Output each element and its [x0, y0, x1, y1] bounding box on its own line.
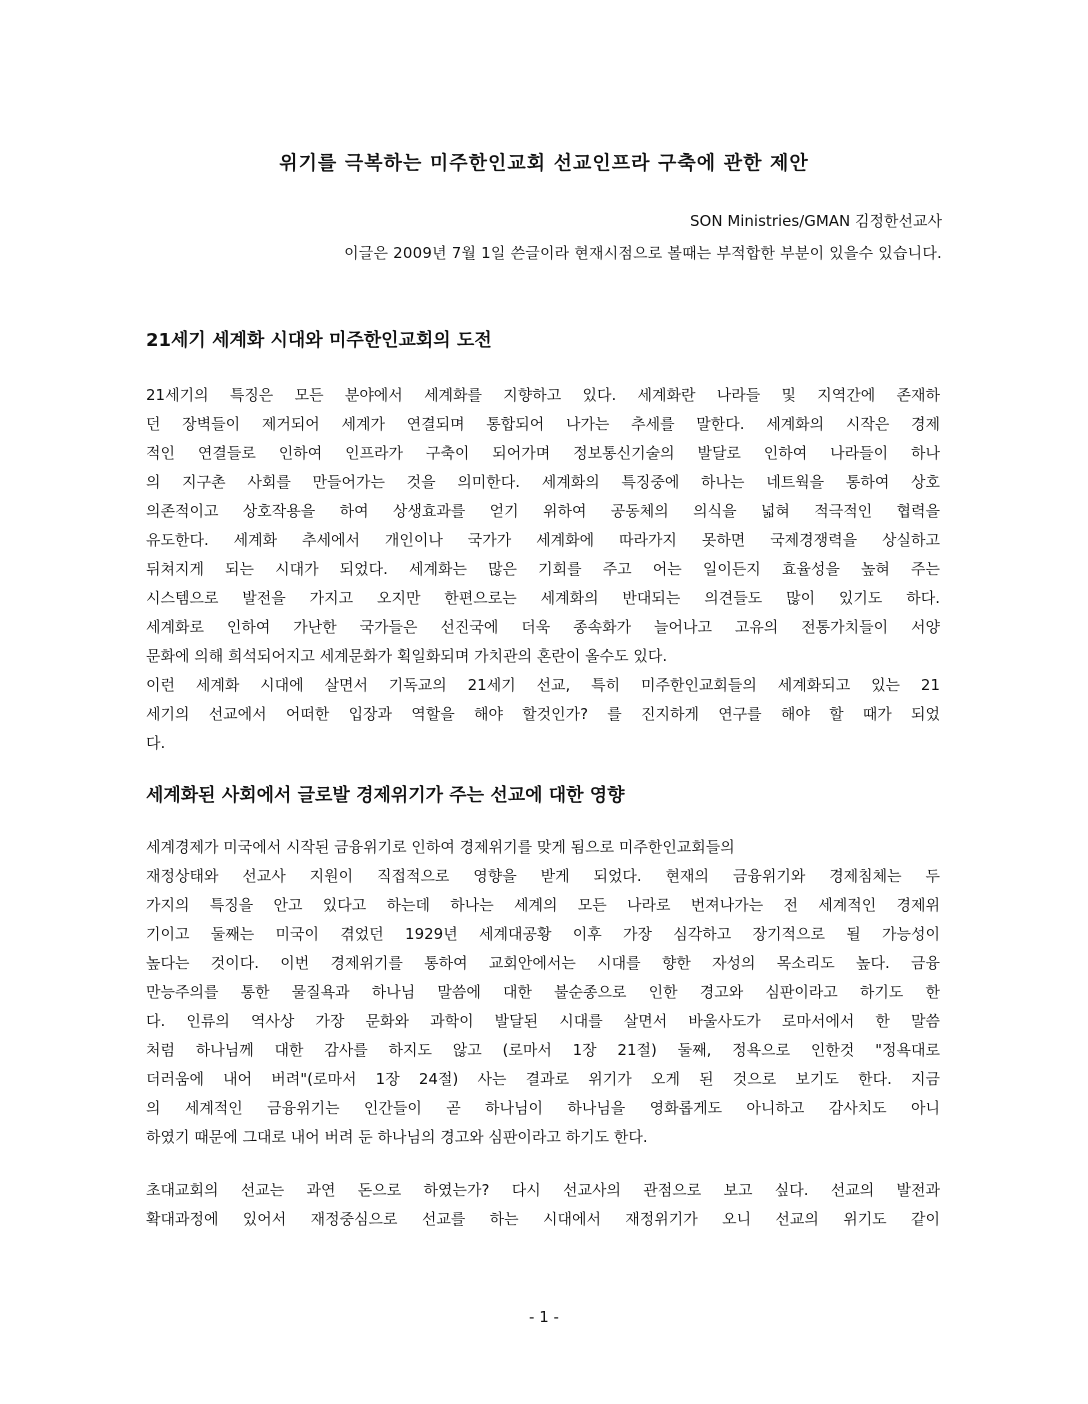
- text-line: 의 지구촌 사회를 만들어가는 것을 의미한다. 세계화의 특징중에 하나는 네트웍을 통하여 상호: [146, 473, 940, 491]
- author-byline: SON Ministries/GMAN 김정한선교사: [690, 212, 942, 230]
- text-line: 적인 연결들로 인하여 인프라가 구축이 되어가며 정보통신기술의 발달로 인하여 나라들이 하나: [146, 444, 940, 462]
- paragraph-globalization: [146, 381, 940, 758]
- paragraph-economic-crisis: [146, 833, 940, 1152]
- text-line: 의 세계적인 금융위기는 인간들이 곧 하나님이 하나님을 영화롭게도 아니하고 감사치도 아니: [146, 1099, 940, 1117]
- text-line: 이런 세계화 시대에 살면서 기독교의 21세기 선교, 특히 미주한인교회들의 세계화되고 있는 21: [146, 676, 940, 694]
- text-line: 유도한다. 세계화 추세에서 개인이나 국가가 세계화에 따라가지 못하면 국제경쟁력을 상실하고: [146, 531, 940, 549]
- section-heading-economic-crisis: 세계화된 사회에서 글로발 경제위기가 주는 선교에 대한 영향: [146, 785, 625, 806]
- text-line: 뒤쳐지게 되는 시대가 되었다. 세계화는 많은 기회를 주고 어는 일이든지 효율성을 높혀 주는: [146, 560, 940, 578]
- text-line: 시스템으로 발전을 가지고 오지만 한편으로는 세계화의 반대되는 의견들도 많이 있기도 하다.: [146, 589, 940, 607]
- section-heading-globalization: 21세기 세계화 시대와 미주한인교회의 도전: [146, 330, 492, 351]
- text-line: 하였기 때문에 그대로 내어 버려 둔 하나님의 경고와 심판이라고 하기도 한다.: [146, 1128, 648, 1146]
- text-line: 만능주의를 통한 물질욕과 하나님 말씀에 대한 불순종으로 인한 경고와 심판이라고 하기도 한: [146, 983, 940, 1001]
- text-line: 문화에 의해 희석되어지고 세계문화가 획일화되며 가치관의 혼란이 올수도 있다.: [146, 647, 668, 665]
- text-line: 세기의 선교에서 어떠한 입장과 역할을 해야 할것인가? 를 진지하게 연구를 해야 할 때가 되었: [146, 705, 940, 723]
- text-line: 세계화로 인하여 가난한 국가들은 선진국에 더욱 종속화가 늘어나고 고유의 전통가치들이 서양: [146, 618, 940, 636]
- text-line: 높다는 것이다. 이번 경제위기를 통하여 교회안에서는 시대를 향한 자성의 목소리도 높다. 금융: [146, 954, 940, 972]
- text-line: 처럼 하나님께 대한 감사를 하지도 않고 (로마서 1장 21절) 둘째, 정욕으로 인한것 "정욕대로: [146, 1041, 940, 1059]
- text-line: 더러움에 내어 버려"(로마서 1장 24절) 사는 결과로 위기가 오게 된 것으로 보기도 한다. 지금: [146, 1070, 940, 1088]
- document-title: 위기를 극복하는 미주한인교회 선교인프라 구축에 관한 제안: [279, 152, 809, 174]
- text-line: 초대교회의 선교는 과연 돈으로 하였는가? 다시 선교사의 관점으로 보고 싶다. 선교의 발전과: [146, 1181, 940, 1199]
- text-line: 재정상태와 선교사 지원이 직접적으로 영향을 받게 되었다. 현재의 금융위기와 경제침체는 두: [146, 867, 940, 885]
- text-line: 가지의 특징을 안고 있다고 하는데 하나는 세계의 모든 나라로 번져나가는 전 세계적인 경제위: [146, 896, 940, 914]
- text-line: 던 장벽들이 제거되어 세계가 연결되며 통합되어 나가는 추세를 말한다. 세계화의 시작은 경제: [146, 415, 940, 433]
- text-line: 세계경제가 미국에서 시작된 금융위기로 인하여 경제위기를 맞게 됨으로 미주한인교회들의: [146, 838, 735, 856]
- text-line: 다. 인류의 역사상 가장 문화와 과학이 발달된 시대를 살면서 바울사도가 로마서에서 한 말씀: [146, 1012, 940, 1030]
- text-line: 확대과정에 있어서 재정중심으로 선교를 하는 시대에서 재정위기가 오니 선교의 위기도 같이: [146, 1210, 940, 1228]
- text-line: 다.: [146, 734, 166, 752]
- text-line: 기이고 둘째는 미국이 겪었던 1929년 세계대공황 이후 가장 심각하고 장기적으로 될 가능성이: [146, 925, 940, 943]
- date-note: 이글은 2009년 7월 1일 쓴글이라 현재시점으로 볼때는 부적합한 부분이 있을수 있습니다.: [344, 244, 942, 262]
- text-line: 21세기의 특징은 모든 분야에서 세계화를 지향하고 있다. 세계화란 나라들 및 지역간에 존재하: [146, 386, 940, 404]
- text-line: 의존적이고 상호작용을 하여 상생효과를 얻기 위하여 공동체의 의식을 넓혀 적극적인 협력을: [146, 502, 940, 520]
- paragraph-early-church: [146, 1176, 940, 1234]
- page-number: - 1 -: [529, 1308, 559, 1326]
